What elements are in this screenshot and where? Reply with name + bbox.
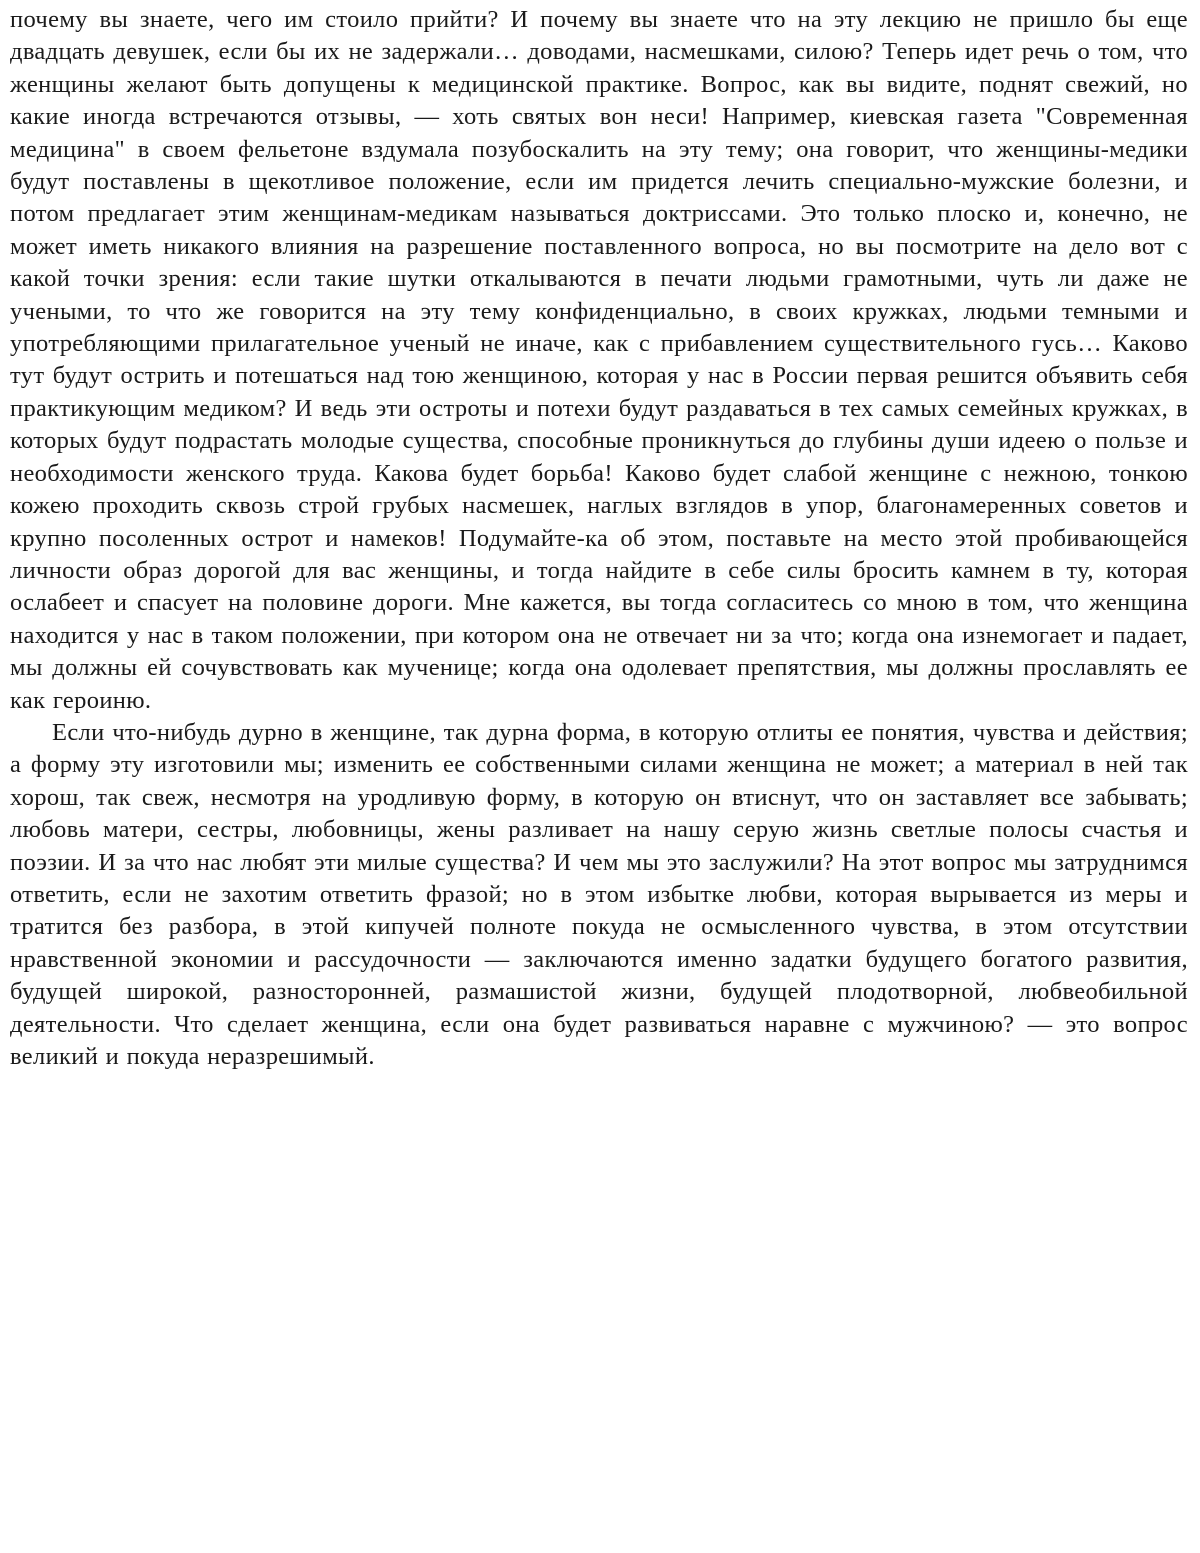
document-page (10, 4, 1188, 1073)
paragraph: Если что-нибудь дурно в женщине, так дурна форма, в которую отлиты ее понятия, чувства и действия; а форму эту изготовили мы; изменить ее собственными силами женщина не может; а материал в ней так хорош, так свеж, несмотря на уродливую форму, в которую он втиснут, что он заставляет все забывать; любовь матери, сестры, любовницы, жены разливает на нашу серую жизнь светлые полосы счастья и поэзии. И за что нас любят эти милые существа? И чем мы это заслужили? На этот вопрос мы затруднимся ответить, если не захотим ответить фразой; но в этом избытке любви, которая вырывается из меры и тратится без разбора, в этой кипучей полноте покуда не осмысленного чувства, в этом отсутствии нравственной экономии и рассудочности — заключаются именно задатки будущего богатого развития, будущей широкой, разносторонней, размашистой жизни, будущей плодотворной, любвеобильной деятельности. Что сделает женщина, если она будет развиваться наравне с мужчиною? — это вопрос великий и покуда неразрешимый. (10, 718, 1188, 1070)
paragraph-continued: почему вы знаете, чего им стоило прийти? И почему вы знаете что на эту лекцию не пришло бы еще двадцать девушек, если бы их не задержали… доводами, насмешками, силою? Теперь идет речь о том, что женщины желают быть допущены к медицинской практике. Вопрос, как вы видите, поднят свежий, но какие иногда встречаются отзывы, — хоть святых вон неси! Например, киевская газета "Современная медицина" в своем фельетоне вздумала позубоскалить на эту тему; она говорит, что женщины-медики будут поставлены в щекотливое положение, если им придется лечить специально-мужские болезни, и потом предлагает этим женщинам-медикам называться доктриссами. Это только плоско и, конечно, не может иметь никакого влияния на разрешение поставленного вопроса, но вы посмотрите на дело вот с какой точки зрения: если такие шутки откалываются в печати людьми грамотными, чуть ли даже не учеными, то что же говорится на эту тему конфиденциально, в своих кружках, людьми темными и употребляющими прилагательное ученый не иначе, как с прибавлением существительного гусь… Каково тут будут острить и потешаться над тою женщиною, которая у нас в России первая решится объявить себя практикующим медиком? И ведь эти остроты и потехи будут раздаваться в тех самых семейных кружках, в которых будут подрастать молодые существа, способные проникнуться до глубины души идеею о пользе и необходимости женского труда. Какова будет борьба! Каково будет слабой женщине с нежною, тонкою кожею проходить сквозь строй грубых насмешек, наглых взглядов в упор, благонамеренных советов и крупно посоленных острот и намеков! Подумайте-ка об этом, поставьте на место этой пробивающейся личности образ дорогой для вас женщины, и тогда найдите в себе силы бросить камнем в ту, которая ослабеет и спасует на половине дороги. Мне кажется, вы тогда согласитесь со мною в том, что женщина находится у нас в таком положении, при котором она не отвечает ни за что; когда она изнемогает и падает, мы должны ей сочувствовать как мученице; когда она одолевает препятствия, мы должны прославлять ее как героиню. (10, 6, 1188, 714)
